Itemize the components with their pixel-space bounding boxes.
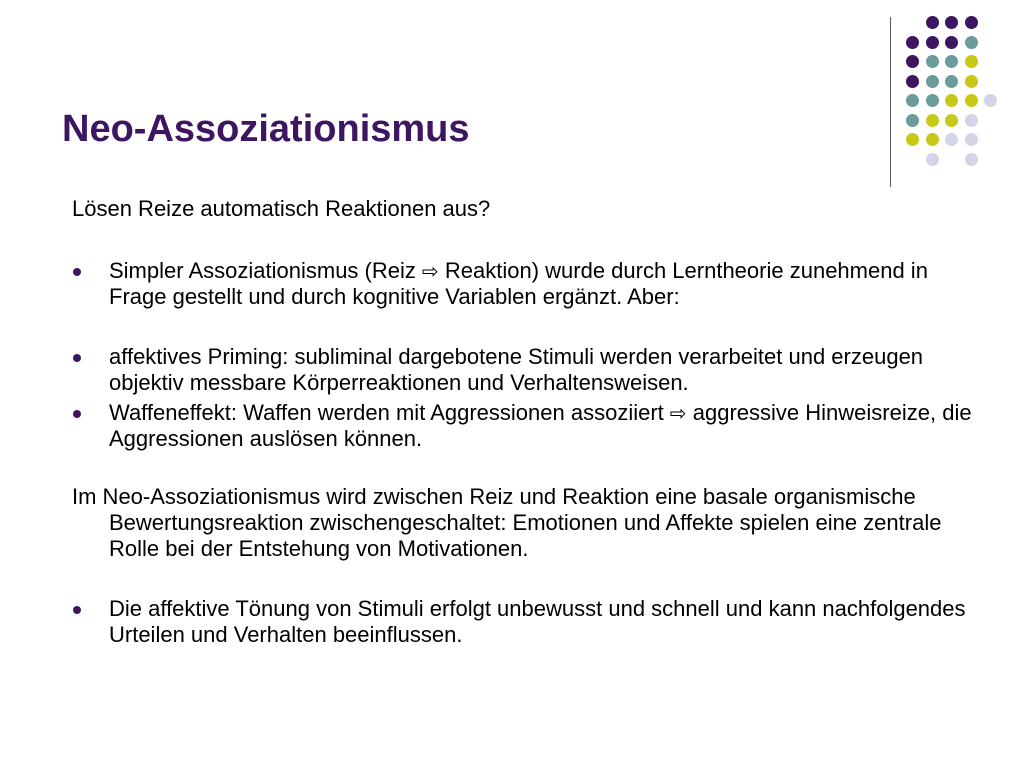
grid-dot — [926, 16, 939, 29]
grid-dot — [906, 114, 919, 127]
paragraph-neo-assoziationismus: Im Neo-Assoziationismus wird zwischen Reiz und Reaktion eine basale organismische Bewertungsreaktion zwischengeschaltet: Emotionen und Affekte spielen eine zentrale Rolle bei der Entstehung von Motivationen. — [72, 484, 942, 561]
bullet-text: Die affektive Tönung von Stimuli erfolgt unbewusst und schnell und kann nachfolgendes Urteilen und Verhalten beeinflussen. — [109, 596, 966, 647]
grid-dot — [926, 114, 939, 127]
bullet-text: affektives Priming: subliminal dargebotene Stimuli werden verarbeitet und erzeugen objektiv messbare Körperreaktionen und Verhaltensweisen. — [109, 344, 924, 395]
bullet-item-toenung — [72, 596, 972, 648]
grid-dot — [906, 75, 919, 88]
bullet-text-before: Waffeneffekt: Waffen werden mit Aggressionen assoziiert — [109, 400, 670, 425]
vertical-divider — [890, 17, 891, 187]
bullet-dot-icon — [73, 354, 81, 362]
grid-dot — [926, 94, 939, 107]
grid-dot — [945, 36, 958, 49]
grid-dot — [906, 94, 919, 107]
slide-title: Neo-Assoziationismus — [62, 108, 470, 150]
grid-dot — [965, 36, 978, 49]
grid-dot — [965, 94, 978, 107]
grid-dot — [926, 36, 939, 49]
grid-dot — [945, 16, 958, 29]
grid-dot — [945, 133, 958, 146]
grid-dot — [965, 153, 978, 166]
bullet-item-simpler — [72, 258, 972, 310]
grid-dot — [965, 16, 978, 29]
grid-dot — [926, 55, 939, 68]
grid-dot — [965, 114, 978, 127]
bullet-text-after: aggressive Hinweisreize, die Aggressionen auslösen können. — [109, 400, 972, 451]
grid-dot — [945, 94, 958, 107]
grid-dot — [906, 55, 919, 68]
grid-dot — [965, 75, 978, 88]
grid-dot — [906, 133, 919, 146]
grid-dot — [984, 94, 997, 107]
grid-dot — [945, 55, 958, 68]
right-arrow-icon: ⇨ — [669, 401, 687, 425]
grid-dot — [906, 36, 919, 49]
grid-dot — [945, 114, 958, 127]
bullet-dot-icon — [73, 606, 81, 614]
grid-dot — [926, 133, 939, 146]
right-arrow-icon: ⇨ — [421, 259, 439, 283]
bullet-item-waffeneffekt — [72, 400, 972, 452]
bullet-dot-icon — [73, 268, 81, 276]
grid-dot — [965, 133, 978, 146]
grid-dot — [926, 153, 939, 166]
paragraph-question: Lösen Reize automatisch Reaktionen aus? — [72, 196, 491, 221]
bullet-item-priming — [72, 344, 972, 396]
bullet-dot-icon — [73, 410, 81, 418]
grid-dot — [926, 75, 939, 88]
bullet-text-before: Simpler Assoziationismus (Reiz — [109, 258, 422, 283]
dot-grid-icon — [906, 16, 1018, 166]
bullet-text-after: Reaktion) wurde durch Lerntheorie zunehmend in Frage gestellt und durch kognitive Variablen ergänzt. Aber: — [109, 258, 928, 309]
grid-dot — [965, 55, 978, 68]
grid-dot — [945, 75, 958, 88]
